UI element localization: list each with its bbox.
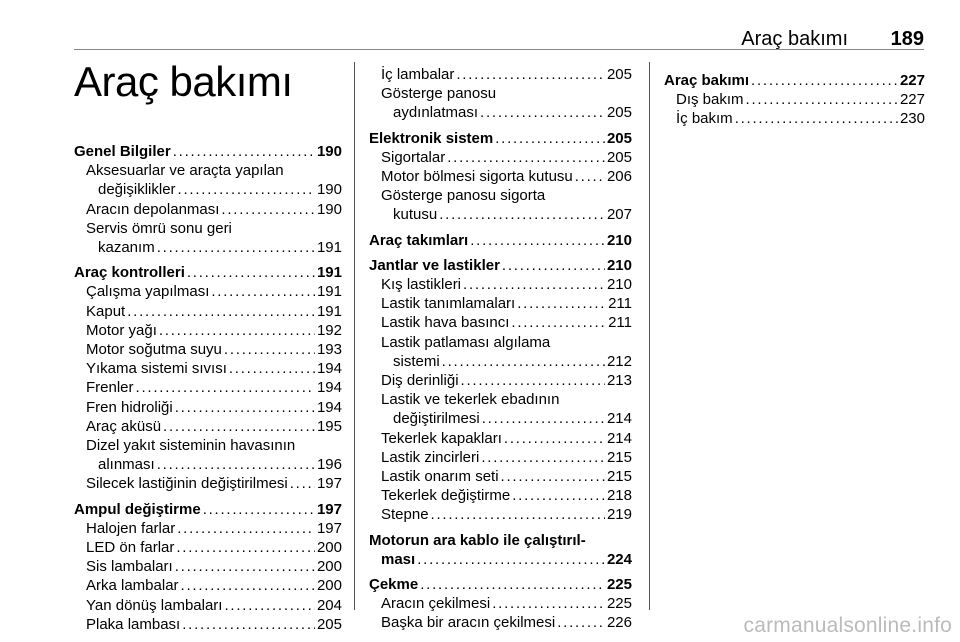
toc-page-number: 205 — [606, 148, 632, 166]
toc-entry[interactable] — [369, 333, 632, 371]
page-title: Araç bakımı — [74, 58, 293, 105]
toc-page-number: 200 — [316, 558, 342, 576]
toc-entry-label: İç bakım — [676, 110, 733, 128]
toc-page-number: 212 — [606, 352, 632, 370]
toc-entry[interactable] — [369, 505, 632, 524]
watermark: carmanualsonline.info — [743, 614, 952, 637]
header-page-number: 189 — [890, 28, 924, 50]
toc-page-number: 211 — [608, 295, 632, 313]
toc-entry-label: ması — [381, 550, 416, 568]
toc-page-number: 195 — [316, 417, 342, 435]
dot-leader — [492, 594, 605, 613]
toc-section[interactable] — [369, 531, 632, 569]
toc-page-number: 205 — [606, 66, 632, 83]
dot-leader — [751, 71, 898, 90]
dot-leader — [157, 455, 315, 474]
toc-entry-label: alınması — [98, 456, 155, 474]
toc-entry[interactable] — [369, 594, 632, 613]
toc-entry-label: Lastik onarım seti — [381, 468, 499, 486]
toc-page-number: 206 — [606, 168, 632, 186]
toc-page-number: 191 — [316, 264, 342, 282]
toc-entry-label: Diş derinliği — [381, 372, 459, 390]
dot-leader — [746, 90, 898, 109]
dot-leader — [176, 538, 315, 557]
toc-entry-label: Stepne — [381, 506, 429, 524]
toc-section[interactable] — [369, 256, 632, 275]
toc-page-number: 219 — [606, 506, 632, 524]
toc-entry-label: Silecek lastiğinin değiştirilmesi — [86, 475, 288, 493]
dot-leader — [136, 378, 315, 397]
toc-page-number: 194 — [316, 398, 342, 416]
toc-page-number: 210 — [606, 231, 632, 249]
toc-page-number: 224 — [606, 550, 632, 568]
toc-page-number: 191 — [316, 283, 342, 301]
toc-entry-label: değiştirilmesi — [393, 410, 480, 428]
toc-column-1 — [74, 142, 342, 634]
toc-page-number: 194 — [316, 360, 342, 378]
page-header — [74, 28, 924, 50]
toc-section[interactable] — [369, 575, 632, 594]
toc-page-number: 190 — [316, 143, 342, 160]
toc-entry[interactable] — [74, 161, 342, 199]
dot-leader — [224, 340, 315, 359]
dot-leader — [224, 596, 314, 615]
dot-leader — [456, 65, 605, 84]
toc-entry[interactable] — [74, 378, 342, 397]
toc-entry-label: Araç bakımı — [664, 72, 750, 89]
toc-entry[interactable] — [369, 148, 632, 167]
toc-entry[interactable] — [369, 429, 632, 448]
toc-entry-label: Arka lambalar — [86, 577, 179, 595]
dot-leader — [173, 142, 315, 161]
toc-page-number: 226 — [606, 614, 632, 632]
toc-page-number: 194 — [316, 379, 342, 397]
toc-entry-line: Motorun ara kablo ile çalıştırıl- — [369, 531, 586, 549]
toc-entry-label: Fren hidroliği — [86, 398, 173, 416]
toc-entry[interactable] — [74, 474, 342, 493]
toc-entry-line: Lastik ve tekerlek ebadının — [381, 391, 560, 409]
toc-page-number: 197 — [316, 519, 342, 537]
toc-entry-label: sistemi — [393, 352, 440, 370]
toc-entry[interactable] — [74, 398, 342, 417]
column-divider — [649, 62, 650, 610]
dot-leader — [182, 615, 315, 634]
dot-leader — [481, 448, 605, 467]
dot-leader — [575, 167, 605, 186]
dot-leader — [290, 474, 315, 493]
toc-entry[interactable] — [74, 576, 342, 595]
toc-entry-label: Aracın çekilmesi — [381, 595, 491, 613]
toc-section[interactable] — [74, 263, 342, 282]
toc-page-number: 192 — [316, 321, 342, 339]
toc-entry-label: Genel Bilgiler — [74, 143, 171, 160]
toc-page-number: 215 — [606, 468, 632, 486]
toc-page-number: 196 — [316, 456, 342, 474]
dot-leader — [127, 302, 315, 321]
toc-entry[interactable] — [74, 615, 342, 634]
toc-entry[interactable] — [74, 200, 342, 219]
toc-page-number: 197 — [316, 500, 342, 518]
toc-entry-label: Plaka lambası — [86, 615, 181, 633]
toc-entry-label: Ampul değiştirme — [74, 500, 201, 518]
toc-page-number: 225 — [606, 595, 632, 613]
dot-leader — [417, 550, 605, 569]
toc-entry-label: Tekerlek kapakları — [381, 429, 502, 447]
toc-entry-line: Lastik patlaması algılama — [381, 333, 551, 351]
toc-page-number: 207 — [606, 206, 632, 224]
toc-entry-label: Araç takımları — [369, 231, 469, 249]
toc-page-number: 227 — [899, 72, 925, 89]
dot-leader — [157, 238, 315, 257]
toc-entry[interactable] — [74, 219, 342, 257]
toc-page-number: 210 — [606, 256, 632, 274]
dot-leader — [504, 429, 605, 448]
toc-page-number: 211 — [608, 314, 632, 332]
toc-page-number: 204 — [316, 596, 342, 614]
toc-page-number: 210 — [606, 276, 632, 294]
toc-entry[interactable] — [369, 65, 632, 84]
toc-entry-label: aydınlatması — [393, 104, 479, 122]
dot-leader — [159, 321, 315, 340]
toc-page-number: 197 — [316, 475, 342, 493]
toc-entry[interactable] — [369, 467, 632, 486]
toc-entry-label: değişiklikler — [98, 181, 176, 199]
toc-page-number: 205 — [606, 129, 632, 147]
toc-entry[interactable] — [369, 186, 632, 224]
dot-leader — [187, 263, 315, 282]
toc-entry[interactable] — [74, 436, 342, 474]
toc-entry-label: Lastik hava basıncı — [381, 314, 510, 332]
toc-entry[interactable] — [369, 167, 632, 186]
toc-entry[interactable] — [74, 417, 342, 436]
toc-section[interactable] — [74, 500, 342, 519]
toc-entry-label: Başka bir aracın çekilmesi — [381, 614, 556, 632]
header-title: Araç bakımı — [741, 28, 848, 50]
toc-page-number: 213 — [606, 372, 632, 390]
toc-page-number: 205 — [316, 615, 342, 633]
toc-entry[interactable] — [369, 84, 632, 122]
toc-section[interactable] — [369, 129, 632, 148]
toc-entry-line: Aksesuarlar ve araçta yapılan — [86, 162, 284, 180]
toc-page-number: 218 — [606, 487, 632, 505]
toc-page-number: 225 — [606, 576, 632, 594]
toc-entry[interactable] — [369, 613, 632, 632]
dot-leader — [463, 275, 605, 294]
dot-leader — [221, 200, 315, 219]
toc-page-number: 214 — [606, 429, 632, 447]
toc-entry-label: Kış lastikleri — [381, 276, 462, 294]
dot-leader — [482, 409, 605, 428]
dot-leader — [517, 294, 606, 313]
toc-column-3 — [664, 71, 925, 129]
toc-entry[interactable] — [369, 390, 632, 428]
dot-leader — [557, 613, 605, 632]
toc-page-number: 191 — [316, 302, 342, 320]
toc-entry-label: Halojen farlar — [86, 519, 176, 537]
toc-entry-label: Yıkama sistemi sıvısı — [86, 360, 227, 378]
dot-leader — [480, 103, 605, 122]
toc-entry[interactable] — [74, 519, 342, 538]
toc-entry-label: Motor bölmesi sigorta kutusu — [381, 168, 573, 186]
toc-page-number: 200 — [316, 539, 342, 557]
dot-leader — [502, 256, 605, 275]
toc-column-2 — [369, 65, 632, 633]
toc-entry-label: Aracın depolanması — [86, 200, 220, 218]
dot-leader — [447, 148, 605, 167]
dot-leader — [181, 576, 315, 595]
toc-entry-label: Çekme — [369, 576, 419, 594]
toc-entry-label: Jantlar ve lastikler — [369, 256, 500, 274]
toc-entry-label: kazanım — [98, 239, 155, 257]
toc-entry-line: Servis ömrü sonu geri — [86, 219, 232, 237]
dot-leader — [229, 359, 315, 378]
toc-entry[interactable] — [369, 294, 632, 313]
toc-entry-line: Gösterge panosu — [381, 85, 497, 103]
toc-entry-label: Sigortalar — [381, 148, 446, 166]
toc-page-number: 230 — [899, 110, 925, 128]
dot-leader — [495, 129, 605, 148]
toc-entry-label: Motor yağı — [86, 321, 157, 339]
toc-entry[interactable] — [369, 275, 632, 294]
toc-entry-label: Lastik tanımlamaları — [381, 295, 516, 313]
dot-leader — [175, 398, 315, 417]
dot-leader — [178, 180, 315, 199]
toc-entry[interactable] — [74, 538, 342, 557]
toc-entry-label: İç lambalar — [381, 66, 455, 83]
toc-entry-label: Motor soğutma suyu — [86, 341, 222, 359]
toc-entry-label: kutusu — [393, 206, 438, 224]
dot-leader — [420, 575, 605, 594]
dot-leader — [512, 486, 605, 505]
toc-page-number: 190 — [316, 181, 342, 199]
toc-entry[interactable] — [74, 557, 342, 576]
toc-entry[interactable] — [74, 596, 342, 615]
dot-leader — [470, 231, 605, 250]
toc-entry-label: Çalışma yapılması — [86, 283, 210, 301]
dot-leader — [203, 500, 315, 519]
dot-leader — [461, 371, 605, 390]
toc-entry-label: LED ön farlar — [86, 539, 175, 557]
toc-entry[interactable] — [664, 109, 925, 128]
toc-entry[interactable] — [369, 486, 632, 505]
dot-leader — [175, 557, 315, 576]
dot-leader — [442, 352, 605, 371]
toc-section[interactable] — [74, 142, 342, 161]
dot-leader — [163, 417, 315, 436]
toc-entry-label: Yan dönüş lambaları — [86, 596, 223, 614]
toc-entry-label: Kaput — [86, 302, 126, 320]
toc-page-number: 215 — [606, 448, 632, 466]
toc-section[interactable] — [664, 71, 925, 90]
toc-page-number: 190 — [316, 200, 342, 218]
dot-leader — [501, 467, 605, 486]
toc-page-number: 214 — [606, 410, 632, 428]
toc-section[interactable] — [369, 231, 632, 250]
toc-entry[interactable] — [369, 371, 632, 390]
dot-leader — [211, 282, 315, 301]
toc-entry-label: Elektronik sistem — [369, 129, 494, 147]
toc-entry[interactable] — [74, 321, 342, 340]
toc-entry[interactable] — [369, 313, 632, 332]
toc-page-number: 200 — [316, 577, 342, 595]
toc-entry[interactable] — [74, 302, 342, 321]
toc-entry-line: Gösterge panosu sigorta — [381, 187, 546, 205]
toc-entry-label: Tekerlek değiştirme — [381, 487, 511, 505]
toc-entry-label: Araç kontrolleri — [74, 264, 185, 282]
toc-entry[interactable] — [74, 359, 342, 378]
dot-leader — [511, 313, 606, 332]
header-rule — [74, 49, 924, 50]
column-divider — [354, 62, 355, 610]
toc-entry-label: Lastik zincirleri — [381, 448, 480, 466]
toc-entry-label: Dış bakım — [676, 91, 744, 109]
toc-entry[interactable] — [74, 340, 342, 359]
toc-page-number: 193 — [316, 341, 342, 359]
toc-entry-label: Araç aküsü — [86, 417, 162, 435]
dot-leader — [431, 505, 605, 524]
toc-page-number: 191 — [316, 239, 342, 257]
toc-page-number: 205 — [606, 104, 632, 122]
toc-entry-label: Sis lambaları — [86, 558, 173, 576]
toc-entry-label: Frenler — [86, 379, 134, 397]
toc-entry-line: Dizel yakıt sisteminin havasının — [86, 437, 296, 455]
toc-page-number: 227 — [899, 91, 925, 109]
dot-leader — [439, 205, 605, 224]
toc-entry[interactable] — [664, 90, 925, 109]
toc-entry[interactable] — [74, 282, 342, 301]
dot-leader — [177, 519, 315, 538]
dot-leader — [735, 109, 898, 128]
toc-entry[interactable] — [369, 448, 632, 467]
